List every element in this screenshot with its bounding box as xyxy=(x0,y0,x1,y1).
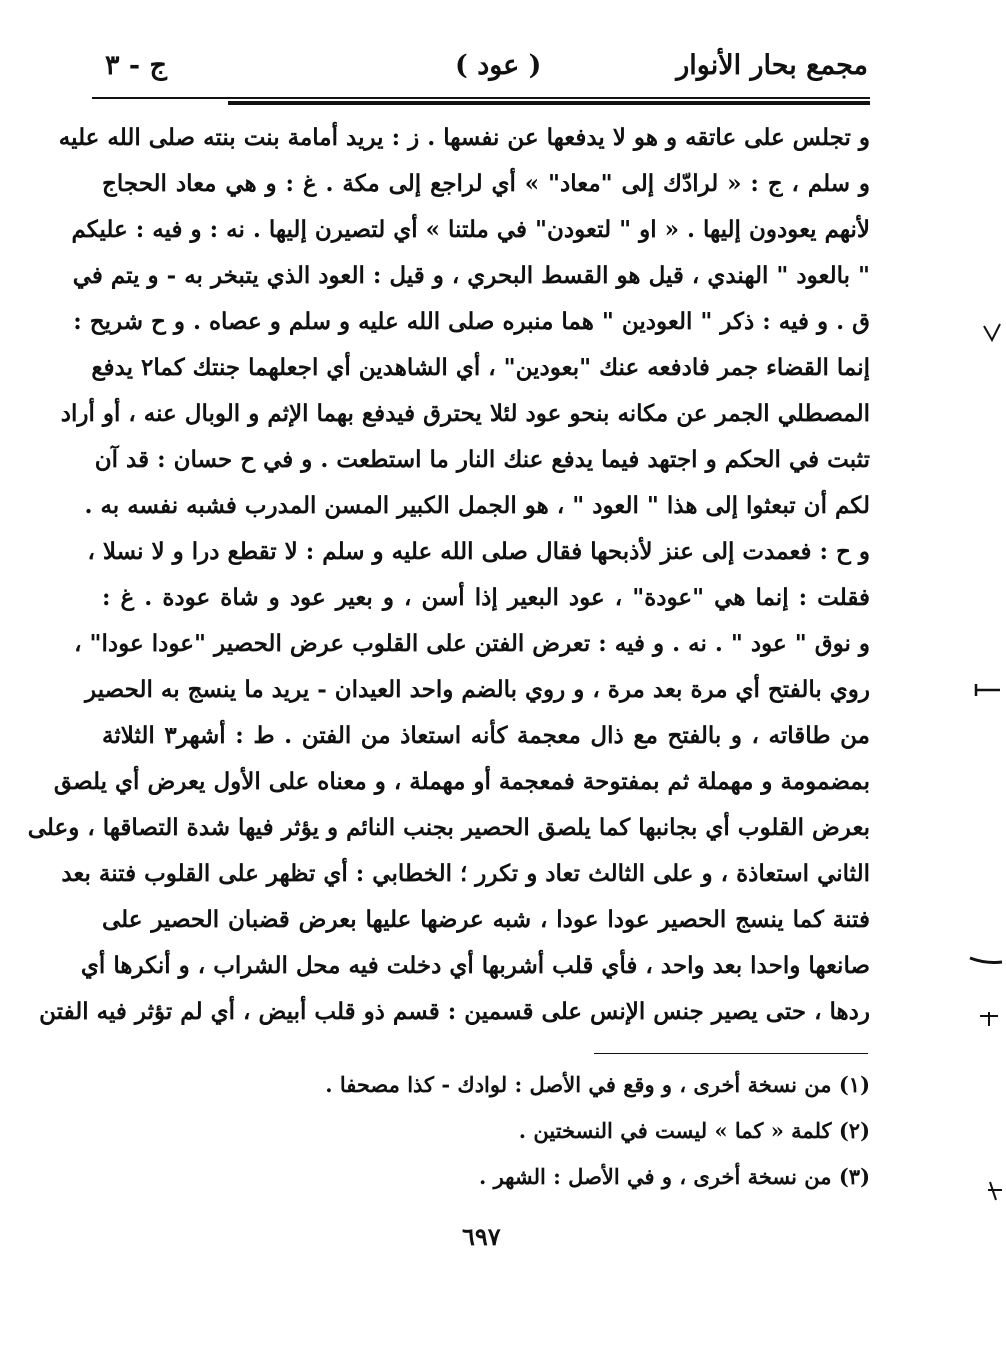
text-line: فتنة كما ينسج الحصير عودا عودا ، شبه عرضها عليها بعرض قضبان الحصير على xyxy=(102,906,870,933)
text-line: المصطلي الجمر عن مكانه بنحو عود لئلا يحترق فيدفع بهما الإثم و الوبال عنه ، أو أراد xyxy=(60,400,870,427)
text-line: لأنهم يعودون إليها . « او " لتعودن" في ملتنا » أي لتصيرن إليها . نه : و فيه : عليكم xyxy=(71,216,870,243)
text-line: و نوق " عود " . نه . و فيه : تعرض الفتن على القلوب عرض الحصير "عودا عودا" ، xyxy=(74,630,870,657)
text-line: و تجلس على عاتقه و هو لا يدفعها عن نفسها . ز : يريد أمامة بنت بنته صلى الله عليه xyxy=(58,124,870,151)
margin-mark xyxy=(978,1010,1000,1028)
margin-mark xyxy=(982,322,1002,344)
text-line: بمضمومة و مهملة ثم بمفتوحة فمعجمة أو مهملة ، و معناه على الأول يعرض أي يلصق xyxy=(53,768,870,795)
page-number: ٦٩٧ xyxy=(462,1222,501,1251)
text-line: من طاقاته ، و بالفتح مع ذال معجمة كأنه استعاذ من الفتن . ط : أشهر٣ الثلاثة xyxy=(102,722,870,749)
text-line: بعرض القلوب أي بجانبها كما يلصق الحصير بجنب النائم و يؤثر فيها شدة التصاقها ، وعلى xyxy=(27,814,870,841)
text-line: ردها ، حتى يصير جنس الإنس على قسمين : قسم ذو قلب أبيض ، أي لم تؤثر فيه الفتن xyxy=(39,998,870,1025)
volume-label: ج - ٣ xyxy=(105,50,167,81)
text-line: تثبت في الحكم و اجتهد فيما يدفع عنك النار ما استطعت . و في ح حسان : قد آن xyxy=(94,446,870,473)
book-title: مجمع بحار الأنوار xyxy=(676,50,868,81)
footnote: (١) من نسخة أخرى ، و وقع في الأصل : لوادك - كذا مصحفا . xyxy=(325,1072,870,1097)
text-line: روي بالفتح أي مرة بعد مرة ، و روي بالضم واحد العيدان - يريد ما ينسج به الحصير xyxy=(85,676,870,703)
margin-mark xyxy=(968,950,1004,972)
text-line: فقلت : إنما هي "عودة" ، عود البعير إذا أسن ، و بعير عود و شاة عودة . غ : xyxy=(102,584,870,611)
header-rule xyxy=(92,97,870,99)
footnote-rule xyxy=(594,1053,868,1054)
margin-mark xyxy=(986,1180,1004,1202)
text-line: صانعها واحدا بعد واحد ، فأي قلب أشربها أي دخلت فيه محل الشراب ، و أنكرها أي xyxy=(80,952,870,979)
margin-mark xyxy=(972,680,1002,700)
text-line: و سلم ، ج : « لرادّك إلى "معاد" » أي لراجع إلى مكة . غ : و هي معاد الحجاج xyxy=(102,170,870,197)
body-text xyxy=(27,115,870,1035)
entry-heading: ( عود ) xyxy=(455,50,542,81)
text-line: لكم أن تبعثوا إلى هذا " العود " ، هو الجمل الكبير المسن المدرب فشبه نفسه به . xyxy=(84,492,870,519)
text-line: ق . و فيه : ذكر " العودين " هما منبره صلى الله عليه و سلم و عصاه . و ح شريح : xyxy=(73,308,870,335)
footnote: (٢) كلمة « كما » ليست في النسختين . xyxy=(518,1118,870,1143)
text-line: و ح : فعمدت إلى عنز لأذبحها فقال صلى الله عليه و سلم : لا تقطع درا و لا نسلا ، xyxy=(87,538,870,565)
text-line: إنما القضاء جمر فادفعه عنك "بعودين" ، أي الشاهدين أي اجعلهما جنتك كما٢ يدفع xyxy=(91,354,870,381)
footnotes xyxy=(180,1062,870,1200)
text-line: " بالعود " الهندي ، قيل هو القسط البحري ، و قيل : العود الذي يتبخر به - و يتم في xyxy=(72,262,870,289)
text-line: الثاني استعاذة ، و على الثالث تعاد و تكرر ؛ الخطابي : أي تظهر على القلوب فتنة بعد xyxy=(61,860,870,887)
header-rule-thick xyxy=(228,101,870,105)
footnote: (٣) من نسخة أخرى ، و في الأصل : الشهر . xyxy=(478,1164,870,1189)
